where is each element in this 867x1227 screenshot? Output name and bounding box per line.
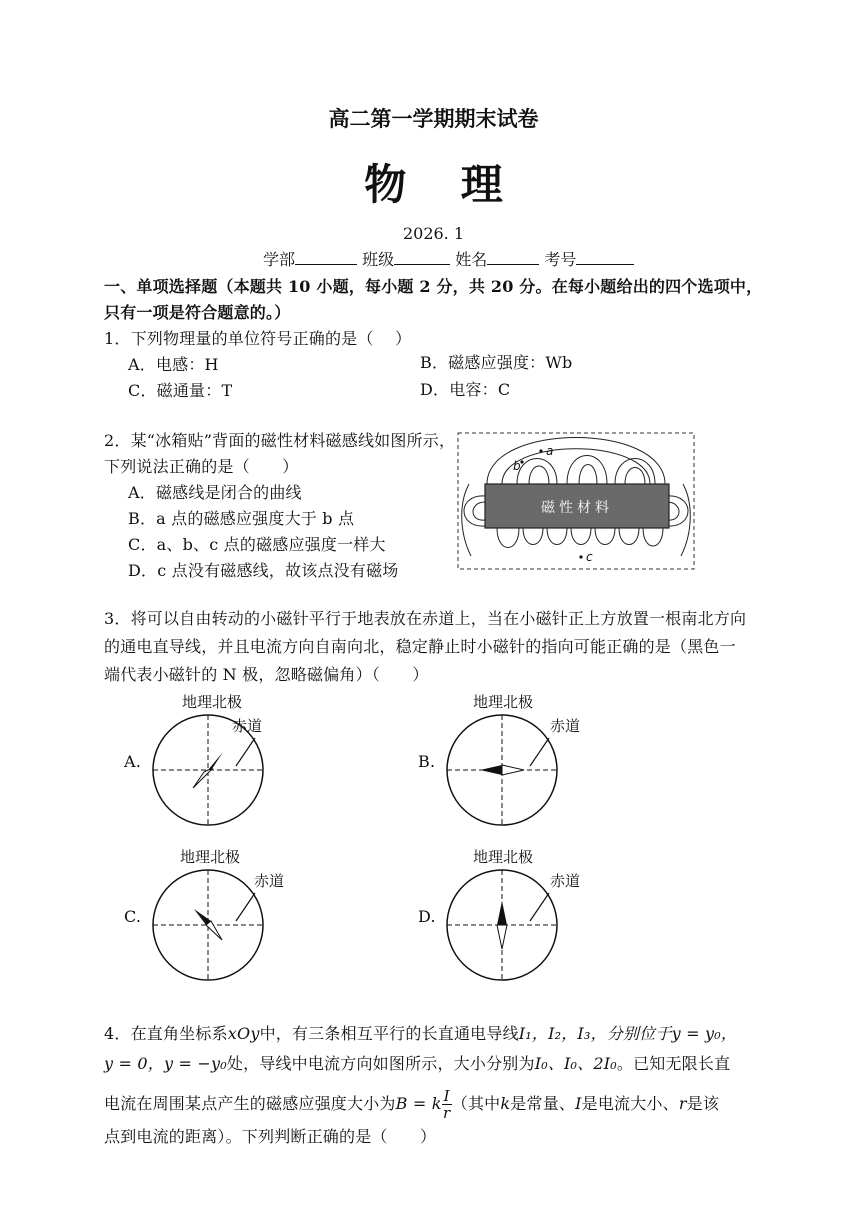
field-label-department: 学部 — [263, 250, 296, 269]
q4-positions: y = 0，y = −y₀ — [104, 1054, 227, 1073]
fraction-denominator: r — [443, 1104, 451, 1122]
q3-option-d-letter[interactable]: D. — [418, 907, 436, 926]
q3-option-c-letter[interactable]: C. — [124, 907, 142, 926]
q4-text: 是电流大小、 — [581, 1094, 679, 1113]
student-info-fields — [263, 247, 634, 270]
north-pole-label: 地理北极 — [182, 693, 243, 711]
compass-diagram-b[interactable] — [444, 690, 594, 840]
q3-option-a-letter[interactable]: A. — [124, 752, 142, 771]
field-label-class: 班级 — [362, 250, 395, 269]
equator-label: 赤道 — [550, 717, 581, 735]
q3-stem-3: 端代表小磁针的 N 极，忽略磁偏角）（ ） — [104, 665, 429, 684]
q4-text: 处，导线中电流方向如图所示，大小分别为 — [226, 1054, 535, 1073]
fraction-numerator: I — [443, 1087, 450, 1105]
q4-coord-system: xOy — [227, 1024, 260, 1043]
compass-diagram-a[interactable] — [150, 690, 300, 840]
q4-text: （其中 — [451, 1094, 501, 1113]
q2-stem-2: 下列说法正确的是（ ） — [104, 457, 299, 476]
q4-text: 中，有三条相互平行的长直通电导线 — [259, 1024, 519, 1043]
magnetic-material-label: 磁性材料 — [541, 500, 613, 516]
point-a-label: a — [546, 444, 554, 458]
north-pole-label: 地理北极 — [473, 848, 534, 866]
q4-fraction — [442, 1088, 452, 1121]
exam-subtitle: 高二第一学期期末试卷 — [328, 107, 539, 131]
compass-diagram-c[interactable] — [150, 845, 300, 995]
q4-formula: B = k — [395, 1094, 442, 1113]
q1-option-a[interactable]: A．电感：H — [128, 355, 219, 374]
north-pole-label: 地理北极 — [180, 848, 241, 866]
q4-currents: I₁，I₂，I₃，分别位于 — [518, 1024, 672, 1043]
q1-option-b[interactable]: B．磁感应强度：Wb — [420, 353, 573, 372]
q2-option-b[interactable]: B．a 点的磁感应强度大于 b 点 — [128, 509, 355, 528]
q4-line-3 — [104, 1088, 719, 1121]
q1-option-c[interactable]: C．磁通量：T — [128, 381, 233, 400]
q4-var-r: r — [678, 1094, 687, 1113]
q2-stem-1: 2．某“冰箱贴”背面的磁性材料磁感线如图所示， — [104, 431, 456, 450]
section-desc-1: （本题共 10 小题，每小题 2 分，共 20 分。在每小题给出的四个选项中， — [217, 277, 763, 296]
equator-label: 赤道 — [550, 872, 581, 890]
id-blank[interactable] — [576, 250, 634, 265]
q4-text: 是该 — [686, 1094, 720, 1113]
q4-var-k: k — [500, 1094, 511, 1113]
equator-label: 赤道 — [254, 872, 285, 890]
north-pole-label: 地理北极 — [473, 693, 534, 711]
q2-option-c[interactable]: C．a、b、c 点的磁感应强度一样大 — [128, 535, 386, 554]
magnet-field-figure — [457, 432, 695, 570]
q4-line-4: 点到电流的距离）。下列判断正确的是（ ） — [104, 1127, 437, 1146]
field-label-id: 考号 — [544, 250, 577, 269]
q4-line-1 — [104, 1021, 737, 1044]
q3-option-b-letter[interactable]: B. — [418, 752, 436, 771]
class-blank[interactable] — [394, 250, 450, 265]
subject-title: 物 理 — [364, 160, 503, 209]
field-label-name: 姓名 — [455, 250, 488, 269]
section-desc-2: 只有一项是符合题意的。） — [104, 303, 291, 322]
point-b-label: b — [513, 459, 521, 473]
q2-option-a[interactable]: A．磁感线是闭合的曲线 — [128, 483, 302, 502]
q4-text: 4．在直角坐标系 — [104, 1024, 228, 1043]
q4-text: 电流在周围某点产生的磁感应强度大小为 — [104, 1094, 396, 1113]
name-blank[interactable] — [487, 250, 539, 265]
section-heading — [104, 274, 762, 297]
exam-date: 2026. 1 — [402, 224, 465, 243]
q1-option-d[interactable]: D．电容：C — [420, 380, 511, 399]
equator-label: 赤道 — [232, 717, 263, 735]
q4-line-2 — [104, 1051, 730, 1074]
q4-text: 。已知无限长直 — [616, 1054, 731, 1073]
q3-stem-1: 3．将可以自由转动的小磁针平行于地表放在赤道上，当在小磁针正上方放置一根南北方向 — [104, 609, 747, 628]
q3-stem-2: 的通电直导线，并且电流方向自南向北，稳定静止时小磁针的指向可能正确的是（黑色一 — [104, 637, 736, 656]
q1-stem: 1．下列物理量的单位符号正确的是（ ） — [104, 329, 412, 348]
q4-magnitudes: I₀、I₀、2I₀ — [534, 1054, 617, 1073]
point-c-label: c — [586, 550, 593, 564]
department-blank[interactable] — [295, 250, 357, 265]
q2-option-d[interactable]: D．c 点没有磁感线，故该点没有磁场 — [128, 561, 399, 580]
q4-text: 是常量、 — [510, 1094, 576, 1113]
compass-diagram-d[interactable] — [444, 845, 594, 995]
q4-position-1: y = y₀， — [671, 1024, 738, 1043]
q4-var-i: I — [575, 1094, 582, 1113]
section-title: 一、单项选择题 — [104, 277, 218, 296]
